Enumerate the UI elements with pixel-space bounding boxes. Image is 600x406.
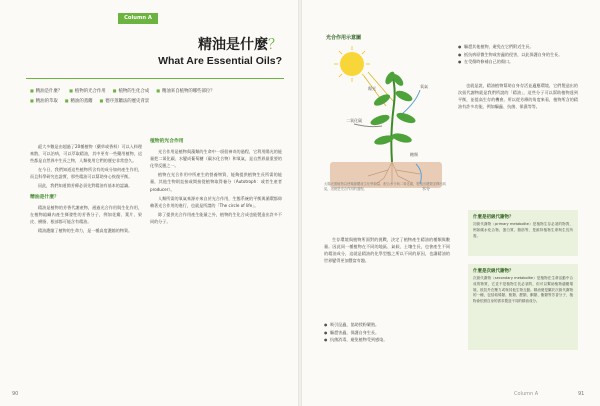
paragraph: 植物在光合作用中所產生的營養物質，能夠提供植物生長所需的能量，其他生物則直接或間接從植物取得養分（Autotroph：或者生產者 producer）。 [150,172,282,192]
paragraph: 光合作用是植物與藻類的生命中一項很神奇的過程，它利用陽光的能量把二氧化碳、水變成葡萄糖（碳水化合物）和氧氣，是自然界最重要的化學反應之一。 [150,149,282,169]
stem-icon [391,74,394,162]
sidebar-box-primary-metabolite [468,210,578,256]
toc-item: ■ 德序蒸餾法的歷史背景 [100,98,150,104]
toc-item: ■ 精油來自植物的哪些部位？ [156,88,214,94]
section-heading: 精油是什麼？ [30,194,59,200]
body-column-2 [150,134,282,227]
list-item: ● 抗菌消毒，避免植物受到感染。 [324,337,454,344]
plant-diagram [324,44,448,194]
column-tag: Column A [118,13,158,24]
sidebar-box-secondary-metabolite [468,264,578,350]
section-heading: 植物的光合作用 [150,139,184,144]
toc [30,88,286,108]
toc-row [30,98,286,104]
body-text-right-bottom [324,236,450,266]
bullet-list-bottom [324,322,454,345]
label-co2: 二氧化碳 [346,118,362,123]
list-item: ● 在受傷時修補自己的傷口。 [458,59,578,66]
photosynthesis-illustration [324,34,448,202]
page-number: 90 [12,391,19,397]
title-question-mark: ？ [268,37,282,53]
body-text-right-top [458,82,578,112]
page-title [72,36,282,54]
paragraph: 在今日，我們知道這些植物所含有的成分如何產生作用，而且科學研究也證實，那些精油可以幫助身心恢復平衡。 [30,167,142,180]
toc-item: ■ 精油的萃取 [30,98,58,104]
paragraph: 人類所需的氧氣來源亦來自於光合作用，生態系統的平衡與循環都仰賴著光合作用的進行，也就是所謂的「The circle of life」。 [150,195,282,208]
label-sunlight: 陽光 [368,86,376,91]
bullet-list-top [458,44,578,67]
list-item: ● 吸引昆蟲，協助授粉繁殖。 [324,322,454,329]
left-page [0,0,298,406]
title-zh-text: 精油是什麼 [198,37,268,53]
footer-label: Column A [514,391,539,397]
sidebar-box-title: 什麼是初級代謝物？ [473,215,514,220]
page-subtitle: What Are Essential Oils? [158,55,282,67]
paragraph: 也就是說，精油植物幫助自身存活並適應環境，它們製造出的次級代謝物就是我們所說的「精油」，這些分子可以幫助植物達到平衡，並提高生存的機會。所以從芳療的角度來看，植物所含的精油有許多功能，例如驅蟲、抗菌、保濕等等。 [458,83,578,110]
toc-item: ■ 精油的蒸餾 [65,98,93,104]
sidebar-box-text: 次級代謝物（secondary metabolite）是植物在生命活動中合成的物質，它並不是植物生長必須的，但可以幫助植物適應環境、抵抗外在壓力或與其他生物互動。精油便是屬於次級代謝物的一種，包括萜烯類、酚類、醛類、酮類、酯類等芳香分子，植物會依照自身的需求製造不同的精油成分。 [473,276,573,304]
label-water: 水分 [422,186,430,191]
sidebar-box-title: 什麼是次級代謝物？ [473,269,514,274]
toc-item: ■ 植物的生化合成 [113,88,150,94]
paragraph: 因此，我們知道開芳療必須先對精油有基本的認識。 [38,183,133,189]
right-page [302,0,600,406]
list-item: ● 抵抗病原微生物或害蟲的侵害，以此保護自身的生長。 [458,52,578,59]
paragraph: 除了提供光合作用產生能量之外，植物的生化合成也能製造出許多不同的分子。 [150,211,282,224]
body-column-1 [30,143,142,236]
toc-item: ■ 植物的光合作用 [69,88,106,94]
illustration-title: 光合作用示意圖 [326,35,362,41]
toc-item: ■ 精油是什麼？ [30,88,62,94]
title-block [72,36,282,68]
list-item: ● 驅趕害蟲，保護自身生長。 [324,330,454,337]
paragraph: 精油是植物的芳香代謝產物，通過光合作用與生化作用，在植物組織內產生揮發性的芳香分子，例如花瓣、葉片、果皮、樹脂、根部都可能含有精油。 [30,204,142,224]
paragraph: 生存環境與植物所面對的挑戰，決定了植物產生精油的種類與數量。因此同一種植物在不同的地區、氣候、土壤生長，也會產生不同的精油成分，這就是精油的化學型態之所以不同的原因，也讓精油的世界變得更加豐富有趣。 [324,237,450,264]
toc-row [30,88,286,94]
paragraph: 精油濃縮了植物的生命力，是一種高度濃縮的物質。 [38,227,133,233]
sidebar-box-text: 初級代謝物（primary metabolite）是植物生存必須的物質，例如碳水化合物、蛋白質、脂肪等，是維持植物生命與生長所需。 [473,222,573,238]
label-sugar: 糖類 [410,152,418,157]
paragraph: 絕大多數是由超過了20種植物（藥草或香料）可以入料理來散，可以治病，可以萃取精油，其中更有一些藥用植物，這些都是自然界中生長之物，人類使用它們的歷史非常悠久。 [30,144,142,164]
title-divider [26,78,284,79]
page-number: 91 [578,391,585,397]
list-item: ● 驅趕其他植物，避免在它們附近生長。 [458,44,578,51]
label-oxygen: 氧氣 [420,84,428,89]
illustration-caption: 太陽光照植物以使葉綠體產生化學能量，配合水分與二氧化碳，製造出糖類並釋出氧氣，這就是光合作用的過程。 [324,182,446,191]
